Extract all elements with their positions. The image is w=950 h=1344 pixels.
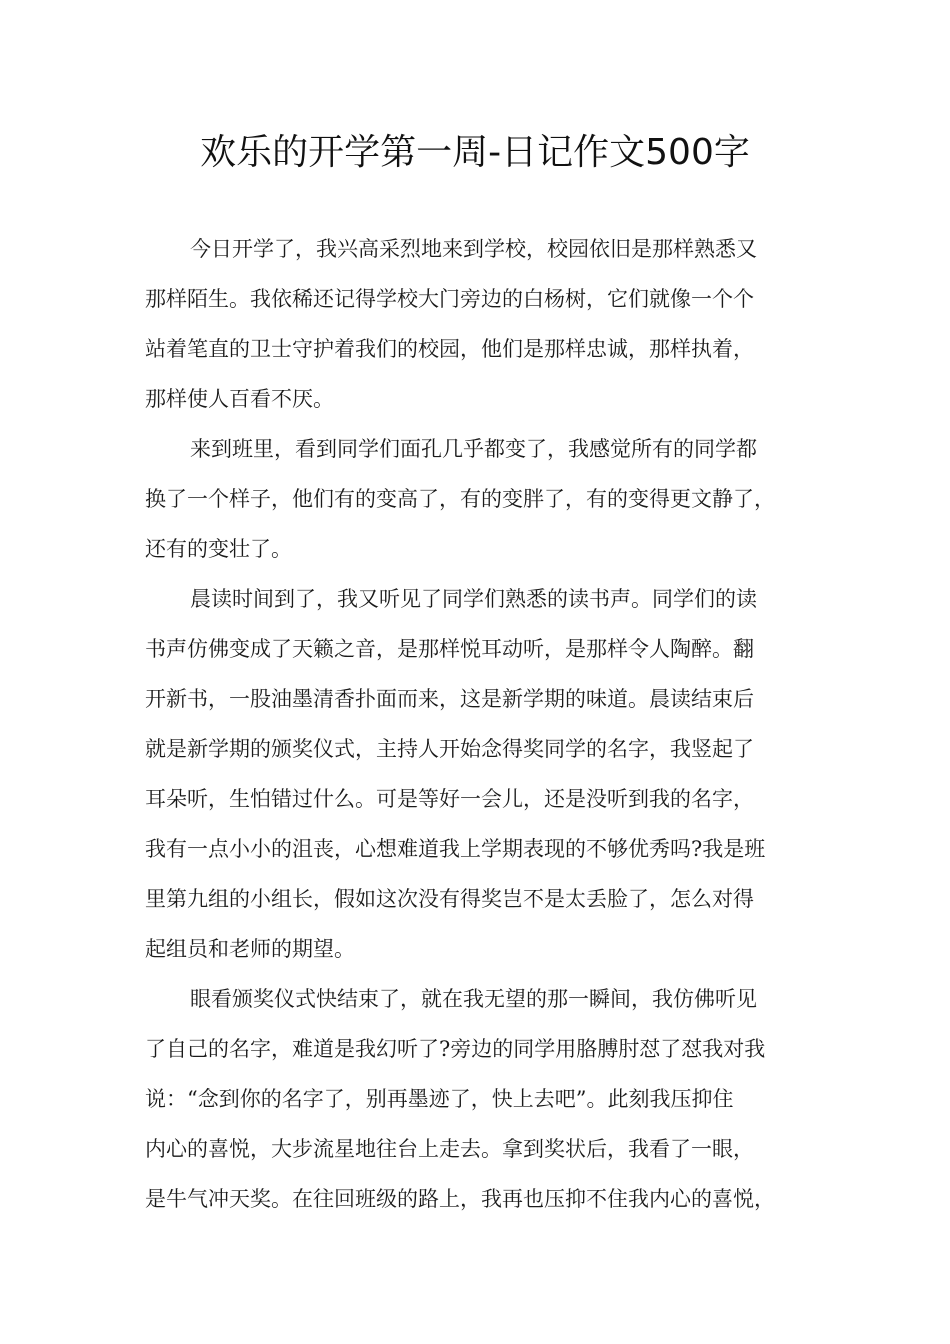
- paragraph-line: 还有的变壮了。: [145, 537, 292, 561]
- document-title: 欢乐的开学第一周-日记作文500字: [200, 132, 750, 173]
- paragraph-line: 眼看颁奖仪式快结束了，就在我无望的那一瞬间，我仿佛听见: [190, 987, 757, 1011]
- paragraph-line: 起组员和老师的期望。: [145, 937, 355, 961]
- paragraph-line: 那样陌生。我依稀还记得学校大门旁边的白杨树，它们就像一个个: [145, 287, 754, 311]
- paragraph-line: 来到班里，看到同学们面孔几乎都变了，我感觉所有的同学都: [190, 437, 757, 461]
- paragraph-line: 今日开学了，我兴高采烈地来到学校，校园依旧是那样熟悉又: [190, 237, 757, 261]
- paragraph-line: 说：“念到你的名字了，别再墨迹了，快上去吧”。此刻我压抑住: [145, 1087, 734, 1111]
- paragraph-line: 换了一个样子，他们有的变高了，有的变胖了，有的变得更文静了，: [145, 487, 775, 511]
- paragraph-line: 了自己的名字，难道是我幻听了?旁边的同学用胳膊肘怼了怼我对我: [145, 1037, 766, 1061]
- paragraph-line: 是牛气冲天奖。在往回班级的路上，我再也压抑不住我内心的喜悦，: [145, 1187, 775, 1211]
- paragraph-line: 就是新学期的颁奖仪式，主持人开始念得奖同学的名字，我竖起了: [145, 737, 754, 761]
- paragraph-line: 开新书，一股油墨清香扑面而来，这是新学期的味道。晨读结束后: [145, 687, 754, 711]
- paragraph-line: 耳朵听，生怕错过什么。可是等好一会儿，还是没听到我的名字，: [145, 787, 754, 811]
- paragraph-line: 书声仿佛变成了天籁之音，是那样悦耳动听，是那样令人陶醉。翻: [145, 637, 754, 661]
- paragraph-line: 那样使人百看不厌。: [145, 387, 334, 411]
- paragraph-line: 晨读时间到了，我又听见了同学们熟悉的读书声。同学们的读: [190, 587, 757, 611]
- paragraph-line: 我有一点小小的沮丧，心想难道我上学期表现的不够优秀吗?我是班: [145, 837, 766, 861]
- document-body: [145, 224, 825, 1224]
- paragraph-line: 里第九组的小组长，假如这次没有得奖岂不是太丢脸了，怎么对得: [145, 887, 754, 911]
- paragraph-line: 站着笔直的卫士守护着我们的校园，他们是那样忠诚，那样执着，: [145, 337, 754, 361]
- paragraph-line: 内心的喜悦，大步流星地往台上走去。拿到奖状后，我看了一眼，: [145, 1137, 754, 1161]
